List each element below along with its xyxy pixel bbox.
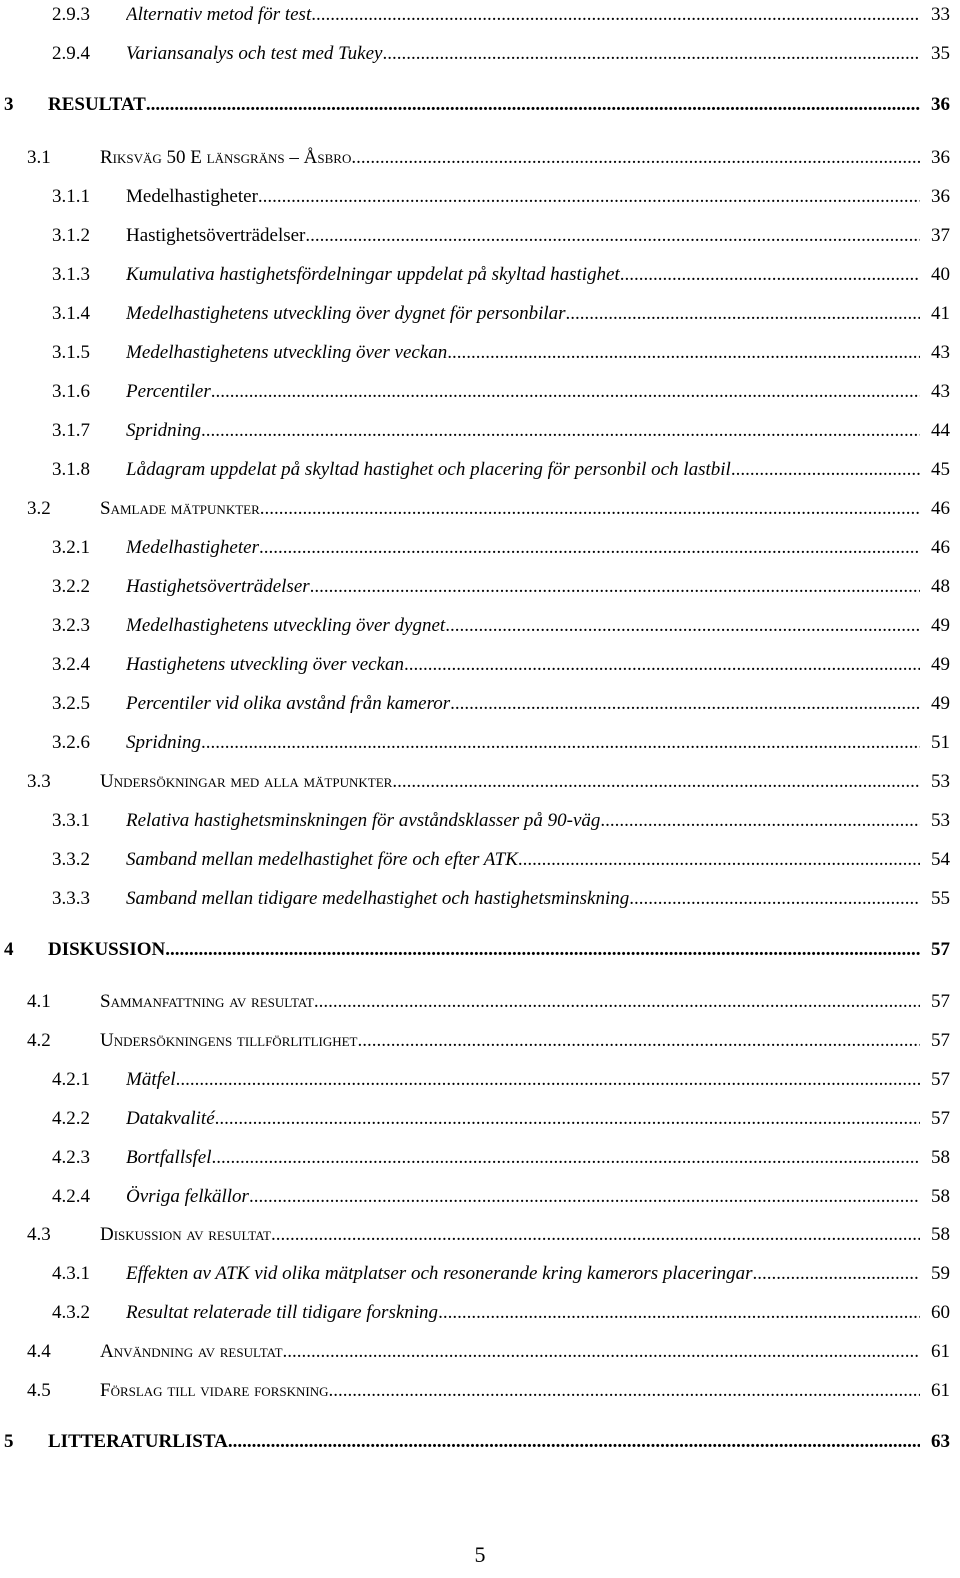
dot-leader: [283, 1337, 920, 1367]
toc-entry-page: 59: [931, 1263, 950, 1284]
dot-leader: [165, 935, 920, 965]
toc-entry-title: Relativa hastighetsminskningen för avståndsklasser på 90-väg: [126, 810, 601, 831]
toc-entry-page: 43: [931, 342, 950, 363]
toc-entry-title-line: [100, 494, 920, 524]
toc-entry-title-line: [100, 1376, 920, 1406]
toc-entry-page: 36: [931, 94, 950, 115]
toc-entry-title: Medelhastigheter: [126, 186, 258, 207]
toc-entry-page: 58: [931, 1224, 950, 1245]
toc-entry-number: 3.2.2: [52, 576, 90, 597]
dot-leader: [392, 767, 920, 797]
toc-entry-page: 46: [931, 537, 950, 558]
toc-entry-title: Effekten av ATK vid olika mätplatser och resonerande kring kamerors placeringar: [126, 1263, 753, 1284]
dot-leader: [211, 377, 920, 407]
toc-entry-title: Percentiler vid olika avstånd från kameror: [126, 693, 451, 714]
toc-entry-title: Undersökningens tillförlitlighet: [100, 1030, 358, 1051]
toc-entry-title-line: [100, 987, 920, 1017]
toc-entry-title: Medelhastighetens utveckling över dygnet: [126, 615, 446, 636]
toc-entry[interactable]: [0, 377, 960, 407]
toc-entry-number: 3.3.3: [52, 888, 90, 909]
toc-entry-title-line: [126, 845, 920, 875]
toc-entry[interactable]: [0, 987, 960, 1017]
dot-leader: [450, 689, 920, 719]
toc-entry[interactable]: [0, 1259, 960, 1289]
toc-entry-title: Undersökningar med alla mätpunkter: [100, 771, 393, 792]
toc-entry-title-line: [100, 1337, 920, 1367]
dot-leader: [600, 806, 920, 836]
toc-entry-number: 4.3: [27, 1224, 51, 1245]
toc-entry-page: 61: [931, 1380, 950, 1401]
toc-entry-title-line: [126, 611, 920, 641]
toc-entry[interactable]: [0, 1427, 960, 1457]
toc-entry-title-line: [126, 806, 920, 836]
toc-entry-number: 3.2: [27, 498, 51, 519]
dot-leader: [351, 143, 920, 173]
toc-entry-page: 33: [931, 4, 950, 25]
dot-leader: [518, 845, 920, 875]
toc-entry-title: LITTERATURLISTA: [48, 1431, 228, 1452]
toc-entry-title: Hastighetens utveckling över veckan: [126, 654, 405, 675]
toc-entry-title: Mätfel: [126, 1069, 176, 1090]
toc-entry-page: 57: [931, 991, 950, 1012]
toc-entry-page: 44: [931, 420, 950, 441]
toc-entry-title-line: [126, 1259, 920, 1289]
toc-entry-title: Förslag till vidare forskning: [100, 1380, 329, 1401]
dot-leader: [358, 1026, 921, 1056]
toc-entry-page: 36: [931, 147, 950, 168]
toc-entry-number: 3.2.1: [52, 537, 90, 558]
dot-leader: [228, 1427, 920, 1457]
toc-entry[interactable]: [0, 1337, 960, 1367]
toc-entry-page: 49: [931, 654, 950, 675]
toc-entry-number: 3.1.1: [52, 186, 90, 207]
toc-entry-title-line: [100, 1220, 920, 1250]
toc-entry[interactable]: [0, 1104, 960, 1134]
toc-entry-title: Samband mellan tidigare medelhastighet och hastighetsminskning: [126, 888, 630, 909]
toc-entry[interactable]: [0, 1298, 960, 1328]
toc-entry-title: Sammanfattning av resultat: [100, 991, 314, 1012]
toc-entry-number: 3.1.6: [52, 381, 90, 402]
toc-entry-number: 4.2.4: [52, 1186, 90, 1207]
toc-entry[interactable]: [0, 935, 960, 965]
toc-entry[interactable]: [0, 299, 960, 329]
toc-entry[interactable]: [0, 533, 960, 563]
toc-entry-number: 4.2: [27, 1030, 51, 1051]
toc-entry-number: 3.1.5: [52, 342, 90, 363]
toc-entry-title-line: [126, 572, 920, 602]
dot-leader: [201, 416, 920, 446]
toc-entry-number: 4.3.1: [52, 1263, 90, 1284]
toc-entry-title-line: [126, 728, 920, 758]
dot-leader: [753, 1259, 920, 1289]
toc-entry[interactable]: [0, 650, 960, 680]
toc-entry-number: 2.9.4: [52, 43, 90, 64]
toc-entry-title: Variansanalys och test med Tukey: [126, 43, 383, 64]
toc-entry-number: 3.2.5: [52, 693, 90, 714]
toc-entry[interactable]: [0, 1220, 960, 1250]
toc-entry-number: 3.3.1: [52, 810, 90, 831]
toc-entry-page: 40: [931, 264, 950, 285]
toc-entry-title: Medelhastighetens utveckling över veckan: [126, 342, 448, 363]
dot-leader: [620, 260, 920, 290]
toc-entry-title: Kumulativa hastighetsfördelningar uppdelat på skyltad hastighet: [126, 264, 620, 285]
toc-entry-number: 2.9.3: [52, 4, 90, 25]
toc-entry-title: Alternativ metod för test: [126, 4, 312, 25]
toc-entry[interactable]: [0, 0, 960, 30]
toc-entry-title-line: [126, 377, 920, 407]
toc-entry[interactable]: [0, 767, 960, 797]
toc-entry-title-line: [126, 1143, 920, 1173]
dot-leader: [258, 182, 920, 212]
toc-entry-page: 55: [931, 888, 950, 909]
toc-entry-page: 57: [931, 1030, 950, 1051]
toc-entry-title-line: [100, 767, 920, 797]
toc-entry-title-line: [126, 299, 920, 329]
toc-entry[interactable]: [0, 1182, 960, 1212]
toc-entry[interactable]: [0, 572, 960, 602]
toc-entry-page: 63: [931, 1431, 950, 1452]
toc-entry-number: 3.3: [27, 771, 51, 792]
toc-entry-title-line: [126, 884, 920, 914]
toc-entry-page: 57: [931, 939, 950, 960]
dot-leader: [438, 1298, 920, 1328]
toc-entry-title: Medelhastigheter: [126, 537, 259, 558]
toc-entry-number: 4.2.3: [52, 1147, 90, 1168]
toc-entry[interactable]: [0, 221, 960, 251]
toc-entry-title-line: [126, 1182, 920, 1212]
toc-entry-title: Samlade mätpunkter: [100, 498, 260, 519]
toc-entry-number: 3.1.4: [52, 303, 90, 324]
toc-entry-number: 3.1.2: [52, 225, 90, 246]
toc-entry-title-line: [126, 1298, 920, 1328]
toc-entry-title-line: [126, 533, 920, 563]
toc-entry-number: 3.1.8: [52, 459, 90, 480]
toc-entry-title-line: [48, 1427, 920, 1457]
toc-entry-number: 3.3.2: [52, 849, 90, 870]
toc-entry-title-line: [126, 455, 920, 485]
toc-entry-title: Diskussion av resultat: [100, 1224, 271, 1245]
toc-entry[interactable]: [0, 182, 960, 212]
dot-leader: [260, 494, 920, 524]
toc-entry-number: 4.2.1: [52, 1069, 90, 1090]
toc-entry-title-line: [100, 143, 920, 173]
toc-entry[interactable]: [0, 494, 960, 524]
toc-entry-title: Användning av resultat: [100, 1341, 283, 1362]
toc-entry-page: 54: [931, 849, 950, 870]
toc-entry-title-line: [126, 416, 920, 446]
toc-entry-title-line: [48, 935, 920, 965]
dot-leader: [249, 1182, 920, 1212]
toc-entry-number: 4.5: [27, 1380, 51, 1401]
toc-entry-title-line: [126, 689, 920, 719]
toc-entry-page: 49: [931, 615, 950, 636]
toc-entry-title-line: [126, 338, 920, 368]
toc-entry[interactable]: [0, 143, 960, 173]
toc-entry-title: Spridning: [126, 732, 201, 753]
toc-entry-title-line: [48, 90, 920, 120]
toc-entry-page: 61: [931, 1341, 950, 1362]
toc-entry-title: Hastighetsöverträdelser: [126, 225, 306, 246]
toc-entry-title: Medelhastighetens utveckling över dygnet för personbilar: [126, 303, 566, 324]
toc-entry-page: 53: [931, 771, 950, 792]
dot-leader: [731, 455, 920, 485]
toc-entry-page: 43: [931, 381, 950, 402]
toc-entry-number: 3.2.3: [52, 615, 90, 636]
dot-leader: [259, 533, 920, 563]
dot-leader: [447, 338, 920, 368]
toc-entry-title-line: [126, 0, 920, 30]
toc-entry-page: 53: [931, 810, 950, 831]
toc-entry-page: 49: [931, 693, 950, 714]
toc-entry[interactable]: [0, 39, 960, 69]
dot-leader: [404, 650, 920, 680]
toc-entry-number: 5: [4, 1431, 14, 1452]
toc-entry[interactable]: [0, 338, 960, 368]
toc-entry-title: Resultat relaterade till tidigare forskning: [126, 1302, 439, 1323]
dot-leader: [310, 572, 920, 602]
dot-leader: [201, 728, 920, 758]
toc-entry[interactable]: [0, 806, 960, 836]
toc-entry-page: 58: [931, 1186, 950, 1207]
toc-entry-page: 57: [931, 1108, 950, 1129]
toc-entry-page: 45: [931, 459, 950, 480]
toc-entry[interactable]: [0, 728, 960, 758]
toc-entry-title: Riksväg 50 E länsgräns – Åsbro: [100, 147, 352, 168]
toc-entry-title: Spridning: [126, 420, 201, 441]
toc-entry-page: 48: [931, 576, 950, 597]
dot-leader: [314, 987, 920, 1017]
toc-entry-title: Lådagram uppdelat på skyltad hastighet och placering för personbil och lastbil: [126, 459, 731, 480]
toc-entry-page: 46: [931, 498, 950, 519]
toc-entry[interactable]: [0, 455, 960, 485]
dot-leader: [215, 1104, 920, 1134]
toc-entry-title-line: [126, 221, 920, 251]
toc-entry-title-line: [126, 182, 920, 212]
toc-entry[interactable]: [0, 689, 960, 719]
toc-entry-number: 3.1.7: [52, 420, 90, 441]
toc-entry-title: DISKUSSION: [48, 939, 166, 960]
toc-entry[interactable]: [0, 1065, 960, 1095]
toc-entry-number: 4: [4, 939, 14, 960]
toc-entry-page: 57: [931, 1069, 950, 1090]
dot-leader: [629, 884, 920, 914]
toc-entry[interactable]: [0, 611, 960, 641]
toc-entry-page: 60: [931, 1302, 950, 1323]
toc-entry-number: 4.2.2: [52, 1108, 90, 1129]
toc-entry[interactable]: [0, 845, 960, 875]
toc-entry-number: 3.2.6: [52, 732, 90, 753]
toc-entry-page: 51: [931, 732, 950, 753]
toc-entry[interactable]: [0, 1376, 960, 1406]
toc-entry-number: 4.4: [27, 1341, 51, 1362]
dot-leader: [212, 1143, 921, 1173]
page-number: 5: [474, 1542, 486, 1567]
toc-entry-title-line: [126, 650, 920, 680]
toc-entry-number: 3.1: [27, 147, 51, 168]
toc-entry[interactable]: [0, 1143, 960, 1173]
toc-entry-page: 36: [931, 186, 950, 207]
toc-entry[interactable]: [0, 884, 960, 914]
toc-entry[interactable]: [0, 260, 960, 290]
toc-entry-page: 41: [931, 303, 950, 324]
toc-entry[interactable]: [0, 416, 960, 446]
dot-leader: [271, 1220, 920, 1250]
toc-entry-page: 35: [931, 43, 950, 64]
dot-leader: [311, 0, 920, 30]
toc-entry-page: 37: [931, 225, 950, 246]
dot-leader: [328, 1376, 920, 1406]
toc-entry-title: Percentiler: [126, 381, 211, 402]
toc-entry-title-line: [126, 39, 920, 69]
toc-entry-title-line: [126, 1104, 920, 1134]
dot-leader: [566, 299, 920, 329]
dot-leader: [146, 90, 920, 120]
dot-leader: [445, 611, 920, 641]
toc-entry-title: Samband mellan medelhastighet före och efter ATK: [126, 849, 518, 870]
toc-entry-title: Övriga felkällor: [126, 1186, 249, 1207]
toc-entry-number: 3: [4, 94, 14, 115]
toc-entry-title: Bortfallsfel: [126, 1147, 212, 1168]
dot-leader: [382, 39, 920, 69]
toc-entry-number: 4.3.2: [52, 1302, 90, 1323]
toc-entry-title-line: [126, 1065, 920, 1095]
toc-entry[interactable]: [0, 1026, 960, 1056]
toc-entry-title-line: [126, 260, 920, 290]
toc-entry-title: Datakvalité: [126, 1108, 215, 1129]
toc-entry-title: Hastighetsöverträdelser: [126, 576, 310, 597]
toc-entry-title-line: [100, 1026, 920, 1056]
dot-leader: [176, 1065, 920, 1095]
toc-entry-number: 3.2.4: [52, 654, 90, 675]
toc-entry-page: 58: [931, 1147, 950, 1168]
toc-entry[interactable]: [0, 90, 960, 120]
toc-entry-number: 3.1.3: [52, 264, 90, 285]
toc-entry-number: 4.1: [27, 991, 51, 1012]
toc-entry-title: RESULTAT: [48, 94, 146, 115]
dot-leader: [305, 221, 920, 251]
